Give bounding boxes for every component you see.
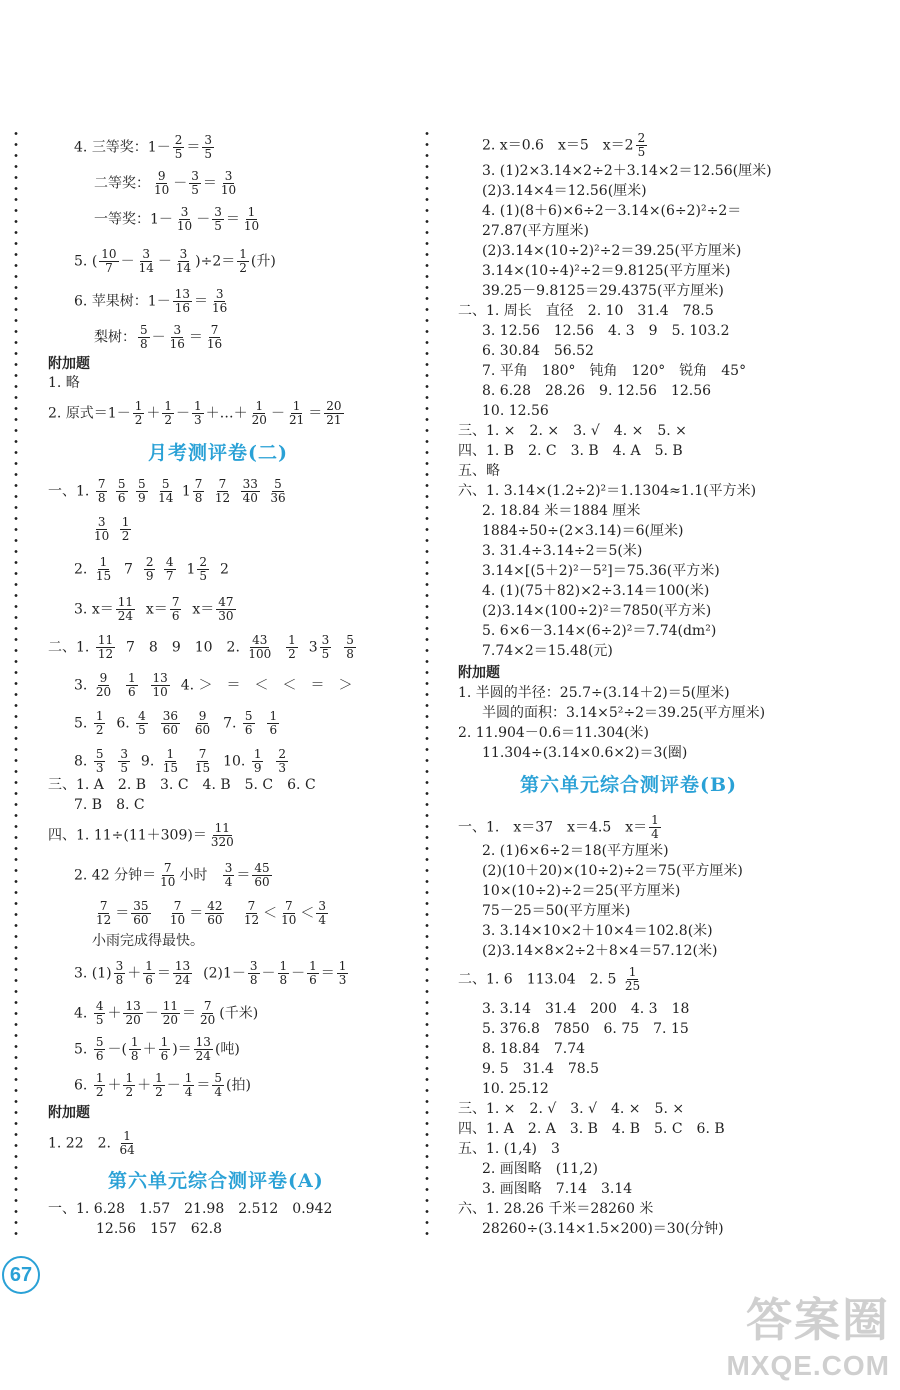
part2-q3-q4: 3. $\frac{9}{20}$ $\frac{1}{6}$ $\frac{13}{10}$ 4. ＞ ＝ ＜ ＜ ＝ ＞ [74,671,353,699]
r-answer-4c: (2)3.14×(10÷2)²÷2＝39.25(平方厘米) [482,243,742,259]
part4-q5: 5. $\frac{5}{6}$ －( $\frac{1}{8}$ ＋ $\frac{1}{6}$ )＝ $\frac{13}{24}$ (吨) [74,1035,240,1063]
b-part2-1: 二、1. 6 113.04 2. 5 $\frac{1}{25}$ [458,965,641,993]
left-binding-dots [14,128,18,1238]
extra-1-answer-2: 2. 原式＝1－ $\frac{1}{2}$ ＋ $\frac{1}{2}$ － $\frac{1}{3}$ ＋…＋ $\frac{1}{20}$ － $\frac{1}{21}$ ＝ $\frac{20}{21}$ [48,399,342,427]
part4-q6: 6. $\frac{1}{2}$ ＋ $\frac{1}{2}$ ＋ $\frac{1}{2}$ － $\frac{1}{4}$ ＝ $\frac{5}{4}$ (拍) [74,1071,251,1099]
r-answer-4d: 3.14×(10÷4)²÷2＝9.8125(平方厘米) [482,263,731,279]
r-part5: 五、略 [458,463,500,479]
r-part6-5a: 5. 6×6－3.14×(6÷2)²＝7.74(dm²) [482,623,717,639]
r-answer-4b: 27.87(平方厘米) [482,223,590,239]
center-binding-dots [425,128,429,1238]
answer-4-line3: 一等奖：1－ $\frac{3}{10}$ － $\frac{3}{5}$ ＝ $\frac{1}{10}$ [94,205,260,233]
part1-q1-row1: 一、1. $\frac{7}{8}$ $\frac{5}{6}$ $\frac{5}{9}$ $\frac{5}{14}$ 1 $\frac{7}{8}$ $\frac{7}{12}$ $\frac{33}{40}$ $\frac{5}{36}$ [48,477,286,505]
part1-q3: 3. x＝ $\frac{11}{24}$ x＝ $\frac{7}{6}$ x＝ $\frac{47}{30}$ [74,595,234,623]
b-part4: 四、1. A 2. A 3. B 4. B 5. C 6. B [458,1121,725,1137]
section-title-monthly-test-2: 月考测评卷(二) [148,442,288,464]
part2-q5-q7: 5. $\frac{1}{2}$ 6. $\frac{4}{5}$ $\frac{36}{60}$ $\frac{9}{60}$ 7. $\frac{5}{6}$ $\frac{1}{6}$ [74,709,278,737]
r-part2-7: 7. 平角 180° 钝角 120° 锐角 45° [482,363,747,379]
extra-1-answer-1: 1. 略 [48,375,80,391]
section-title-unit6-b: 第六单元综合测评卷(B) [520,774,738,796]
r-part6-3b: 3.14×[(5＋2)²－5²]＝75.36(平方米) [482,563,720,579]
r-part2-3: 3. 12.56 12.56 4. 3 9 5. 103.2 [482,323,730,339]
b-part6-1a: 六、1. 28.26 千米＝28260 米 [458,1201,654,1217]
part2-q8-q10: 8. $\frac{5}{3}$ $\frac{3}{5}$ 9. $\frac{1}{15}$ $\frac{7}{15}$ 10. $\frac{1}{9}$ $\frac{2}{3}$ [74,747,286,775]
b-part2-5: 5. 376.8 7850 6. 75 7. 15 [482,1021,689,1037]
r-answer-4e: 39.25－9.8125＝29.4375(平方厘米) [482,283,724,299]
b-part1-3b: (2)3.14×8×2÷2＋8×4＝57.12(米) [482,943,718,959]
part3-row1: 三、1. A 2. B 3. C 4. B 5. C 6. C [48,777,316,793]
answer-5: 5. ( $\frac{10}{7}$ － $\frac{3}{14}$ － $\frac{3}{14}$ )÷2＝ $\frac{1}{2}$ (升) [74,247,276,275]
r-answer-4a: 4. (1)(8＋6)×6÷2－3.14×(6÷2)²÷2＝ [482,203,742,219]
part4-q2-line1: 2. 42 分钟＝ $\frac{7}{10}$ 小时 $\frac{3}{4}$ ＝ $\frac{45}{60}$ [74,861,270,889]
unit6a-q1-line1: 一、1. 6.28 1.57 21.98 2.512 0.942 [48,1201,333,1217]
part3-row2: 7. B 8. C [74,797,145,813]
r-answer-2: 2. x＝0.6 x＝5 x＝2 $\frac{2}{5}$ [482,131,646,159]
r-part6-4a: 4. (1)(75＋82)×2÷3.14＝100(米) [482,583,710,599]
answer-6-line1: 6. 苹果树：1－ $\frac{13}{16}$ ＝ $\frac{3}{16}$ [74,287,228,315]
part2-q1: 二、1. $\frac{11}{12}$ 7 8 9 10 2. $\frac{43}{100}$ $\frac{1}{2}$ 3 $\frac{3}{5}$ $\frac{5}{8}$ [48,633,354,661]
section-title-unit6-a: 第六单元综合测评卷(A) [108,1170,324,1192]
r-part4: 四、1. B 2. C 3. B 4. A 5. B [458,443,683,459]
r-answer-3a: 3. (1)2×3.14×2÷2＋3.14×2＝12.56(厘米) [482,163,772,179]
b-part2-8: 8. 18.84 7.74 [482,1041,586,1057]
b-part2-10: 10. 25.12 [482,1081,549,1097]
answer-6-line2: 梨树： $\frac{5}{8}$ － $\frac{3}{16}$ ＝ $\frac{7}{16}$ [94,323,223,351]
part1-q2: 2. $\frac{1}{15}$ 7 $\frac{2}{9}$ $\frac{4}{7}$ 1 $\frac{2}{5}$ 2 [74,555,229,583]
answer-4-line1: 4. 三等奖：1－ $\frac{2}{5}$ ＝ $\frac{3}{5}$ [74,133,213,161]
r-part6-1: 六、1. 3.14×(1.2÷2)²＝1.1304≈1.1(平方米) [458,483,757,499]
b-part2-3: 3. 3.14 31.4 200 4. 3 18 [482,1001,690,1017]
b-part1-1: 一、1. x＝37 x＝4.5 x＝ $\frac{1}{4}$ [458,813,659,841]
b-part1-2c: 10×(10÷2)÷2＝25(平方厘米) [482,883,681,899]
r-part6-2b: 1884÷50÷(2×3.14)＝6(厘米) [482,523,684,539]
b-part5-3: 3. 画图略 7.14 3.14 [482,1181,633,1197]
watermark-text-url: MXQE.COM [726,1350,890,1381]
r-part6-3a: 3. 31.4÷3.14÷2＝5(米) [482,543,643,559]
r-part6-5b: 7.74×2＝15.48(元) [482,643,613,659]
r-extra-title: 附加题 [458,665,500,681]
unit6a-q1-line2: 12.56 157 62.8 [96,1221,222,1237]
b-part5-1: 五、1. (1,4) 3 [458,1141,560,1157]
b-part6-1b: 28260÷(3.14×1.5×200)＝30(分钟) [482,1221,724,1237]
r-extra-2a: 2. 11.904－0.6＝11.304(米) [458,725,649,741]
r-answer-3b: (2)3.14×4＝12.56(厘米) [482,183,647,199]
b-part1-3a: 3. 3.14×10×2＋10×4＝102.8(米) [482,923,713,939]
watermark-text-cn: 答案圈 [746,1294,890,1346]
extra-2-answers: 1. 22 2. $\frac{1}{64}$ [48,1129,135,1157]
r-part2-1: 二、1. 周长 直径 2. 10 31.4 78.5 [458,303,714,319]
r-part2-6: 6. 30.84 56.52 [482,343,594,359]
r-part2-10: 10. 12.56 [482,403,549,419]
page-number-badge: 67 [2,1256,40,1294]
r-part6-4b: (2)3.14×(100÷2)²＝7850(平方米) [482,603,712,619]
b-part2-9: 9. 5 31.4 78.5 [482,1061,600,1077]
answer-4-line2: 二等奖： $\frac{9}{10}$ － $\frac{3}{5}$ ＝ $\frac{3}{10}$ [94,169,237,197]
extra-title-2: 附加题 [48,1105,90,1121]
part4-q1: 四、1. 11÷(11＋309)＝ $\frac{11}{320}$ [48,821,234,849]
r-part3: 三、1. × 2. × 3. √ 4. × 5. × [458,423,687,439]
extra-title-1: 附加题 [48,356,90,372]
r-extra-1a: 1. 半圆的半径：25.7÷(3.14＋2)＝5(厘米) [458,685,730,701]
r-part2-8: 8. 6.28 28.26 9. 12.56 12.56 [482,383,712,399]
b-part5-2: 2. 画图略 (11,2) [482,1161,598,1177]
part4-q2-conclusion: 小雨完成得最快。 [92,933,204,949]
r-extra-1b: 半圆的面积：3.14×5²÷2＝39.25(平方厘米) [482,705,766,721]
r-extra-2b: 11.304÷(3.14×0.6×2)＝3(圈) [482,745,688,761]
b-part3: 三、1. × 2. √ 3. √ 4. × 5. × [458,1101,685,1117]
part4-q4: 4. $\frac{4}{5}$ ＋ $\frac{13}{20}$ － $\frac{11}{20}$ ＝ $\frac{7}{20}$ (千米) [74,999,259,1027]
b-part1-2a: 2. (1)6×6÷2＝18(平方厘米) [482,843,669,859]
watermark-logo [726,1284,890,1382]
b-part1-2b: (2)(10＋20)×(10÷2)÷2＝75(平方厘米) [482,863,743,879]
part4-q2-line2: $\frac{7}{12}$ ＝ $\frac{35}{60}$ $\frac{7}{10}$ ＝ $\frac{42}{60}$ $\frac{7}{12}$ ＜ $\frac{7}{10}$ ＜ $\frac{3}{4}$ [96,899,327,927]
part1-q1-row2: $\frac{3}{10}$ $\frac{1}{2}$ [94,515,130,543]
r-part6-2a: 2. 18.84 米＝1884 厘米 [482,503,641,519]
b-part1-2d: 75－25＝50(平方厘米) [482,903,631,919]
part4-q3: 3. (1) $\frac{3}{8}$ ＋ $\frac{1}{6}$ ＝ $\frac{13}{24}$ (2)1－ $\frac{3}{8}$ － $\frac{1}{8}$ － $\frac{1}{6}$ ＝ $\frac{1}{3}$ [74,959,347,987]
